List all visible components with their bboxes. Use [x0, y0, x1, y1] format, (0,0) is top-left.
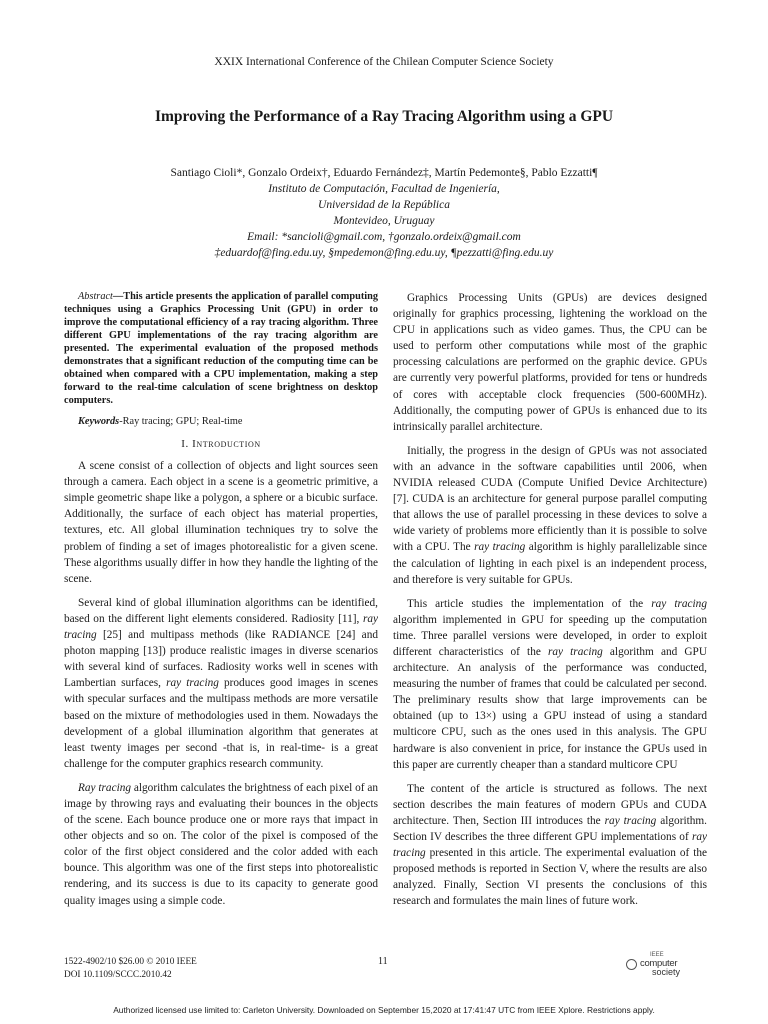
- page-number: 11: [378, 956, 388, 967]
- affiliation-line-1: Instituto de Computación, Facultad de Ingeniería,: [268, 183, 500, 195]
- logo-society-text: society: [652, 967, 681, 977]
- author-block: [0, 165, 768, 261]
- author-names: Santiago Cioli*, Gonzalo Ordeix†, Eduardo Fernández‡, Martín Pedemonte§, Pablo Ezzatti¶: [170, 167, 598, 179]
- text-run: presented in this article. The experimental evaluation of the proposed methods is reported in Section V, where the results are also analyzed. Finally, Section VI presents the conclusions of this research and formulates the main lines of future work.: [393, 847, 707, 908]
- text-run: algorithm and GPU architecture. An analysis of the performance was conducted, measuring the number of frames that could be calculated per second. The preliminary results show that large improvements can be obtained (up to 13×) using a GPU instead of using a standard multicore CPU, such as the ones used in this analysis. The GPU hardware is also convenient in price, for instance the GPUs used in this paper are currently cheaper than a standard multicore CPU: [393, 645, 707, 771]
- doi-line: DOI 10.1109/SCCC.2010.42: [64, 969, 172, 980]
- abstract-text: —This article presents the application of parallel computing techniques using a Graphics Processing Unit (GPU) in order to improve the computational efficiency of a ray tracing algorithm. Three different GPU implementations of the ray tracing algorithm are presented. The experimental evaluation of the proposed methods demonstrates that a significant reduction of the computing time can be obtained when compared with a CPU implementation, making a step forward to the real-time calculation of scene brightness on desktop computers.: [64, 291, 378, 406]
- logo-computer-text: computer: [640, 958, 678, 969]
- right-paragraph-2: [393, 443, 707, 588]
- keywords: [64, 415, 378, 428]
- logo-mark-icon: [626, 959, 637, 970]
- text-run: algorithm is highly parallelizable since the calculation of lighting in each pixel is an independent process, and therefore is very suitable for GPUs.: [393, 541, 707, 586]
- right-paragraph-3: [393, 596, 707, 773]
- left-column: [64, 290, 378, 917]
- intro-paragraph-3: [64, 780, 378, 909]
- emphasis-run: ray tracing: [651, 597, 707, 610]
- text-run: Several kind of global illumination algorithms can be identified, based on the different light elements considered. Radiosity [11],: [64, 596, 378, 625]
- text-run: algorithm calculates the brightness of each pixel of an image by throwing rays and evaluating their bounces in the objects of the scene. Each bounce produce one or more rays that impact in other objects and so on. The color of the pixel is composed of the color of the first object considered and the color added with each bounce. This algorithm was one of the first steps into photorealistic rendering, and its success is due to its capacity to generate good quality images using a simple code.: [64, 781, 378, 907]
- emphasis-run: Ray tracing: [78, 781, 132, 794]
- license-notice: Authorized licensed use limited to: Carleton University. Downloaded on September 15,2020 at 17:41:47 UTC from IEEE Xplore. Restrictions apply.: [113, 1005, 655, 1015]
- keywords-text: -Ray tracing; GPU; Real-time: [119, 416, 243, 427]
- text-run: produces good images in scenes with specular surfaces and the multipass methods are more versatile based on the mixture of methodologies used in them. Nowadays the development of a global illumination algorithm that generates at least twenty images per second -that is, in real-time- is a great challenge for the computer graphics research community.: [64, 677, 379, 770]
- emphasis-run: ray tracing: [393, 831, 707, 860]
- footer-publication-info: [64, 956, 197, 981]
- paper-title: Improving the Performance of a Ray Tracing Algorithm using a GPU: [154, 108, 614, 125]
- email-line-1: Email: *sancioli@gmail.com, †gonzalo.ordeix@gmail.com: [247, 231, 521, 243]
- right-column: [393, 290, 707, 917]
- affiliation-line-2: Universidad de la República: [318, 199, 450, 211]
- ieee-computer-society-logo: [626, 952, 698, 978]
- intro-paragraph-1: A scene consist of a collection of objects and light sources seen through a camera. Each object in a scene is a geometric primitive, a simple geometric shape like a polygon, a sphere or a bicubic surface. Additionally, the surface of each object has material properties, textures, etc. All global illumination techniques try to solve the problem of finding a set of images photorealistic for a given scene. These algorithms usually differ in how they handle the lighting of the scene.: [64, 460, 378, 585]
- issn-line: 1522-4902/10 $26.00 © 2010 IEEE: [64, 957, 197, 967]
- emphasis-run: ray tracing: [64, 612, 378, 642]
- section-heading-introduction: I. Introduction: [181, 438, 261, 450]
- keywords-label: Keywords: [78, 416, 120, 427]
- text-run: algorithm implemented in GPU for speeding up the computation time. Three parallel versions were developed, in order to exploit different characteristics of the: [393, 613, 707, 658]
- affiliation-line-3: Montevideo, Uruguay: [333, 215, 435, 227]
- abstract: [64, 290, 378, 407]
- text-run: Initially, the progress in the design of GPUs was not associated with an advance in the software capabilities until 2006, when NVIDIA released CUDA (Compute Unified Device Architecture) [7]. CUDA is an architecture for general purpose parallel computing that allows the use of parallel processing in these devices to solve a wide variety of problems more efficiently than it is possible to solve with a CPU. The: [393, 444, 707, 554]
- emphasis-run: ray tracing: [166, 677, 219, 690]
- logo-ieee-text: IEEE: [650, 952, 664, 958]
- email-line-2: ‡eduardof@fing.edu.uy, §mpedemon@fing.edu.uy, ¶pezzatti@fing.edu.uy: [214, 247, 554, 259]
- emphasis-run: ray tracing: [604, 814, 657, 827]
- abstract-label: Abstract: [78, 291, 113, 302]
- text-run: [25] and multipass methods (like RADIANCE [24] and photon mapping [13]) produce realistic images in diverse scenarios with several kind of surfaces. Radiosity works well in scenes with Lambertian surfaces,: [64, 629, 378, 690]
- right-paragraph-4: [393, 781, 707, 910]
- text-run: This article studies the implementation of the: [407, 597, 652, 610]
- intro-paragraph-2: [64, 595, 378, 772]
- emphasis-run: ray tracing: [547, 645, 603, 658]
- emphasis-run: ray tracing: [474, 541, 526, 554]
- conference-header: XXIX International Conference of the Chilean Computer Science Society: [214, 56, 554, 68]
- right-paragraph-1: Graphics Processing Units (GPUs) are devices designed originally for graphics processing, lightening the workload on the CPU in applications such as video games. Thus, the CPU can be used to perform other computations while most of the graphic processing calculations are performed on the graphic device. GPUs are currently very powerful platforms, provided for tens or hundreds of cores with acceptable clock frequencies (500-600MHz). Additionally, the computing power of GPUs is enhanced due to its intrinsically parallel architecture.: [393, 292, 707, 433]
- text-run: algorithm. Section IV describes the three different GPU implementations of: [393, 814, 707, 843]
- text-run: The content of the article is structured as follows. The next section describes the main features of modern GPUs and CUDA architecture. Then, Section III introduces the: [393, 782, 707, 827]
